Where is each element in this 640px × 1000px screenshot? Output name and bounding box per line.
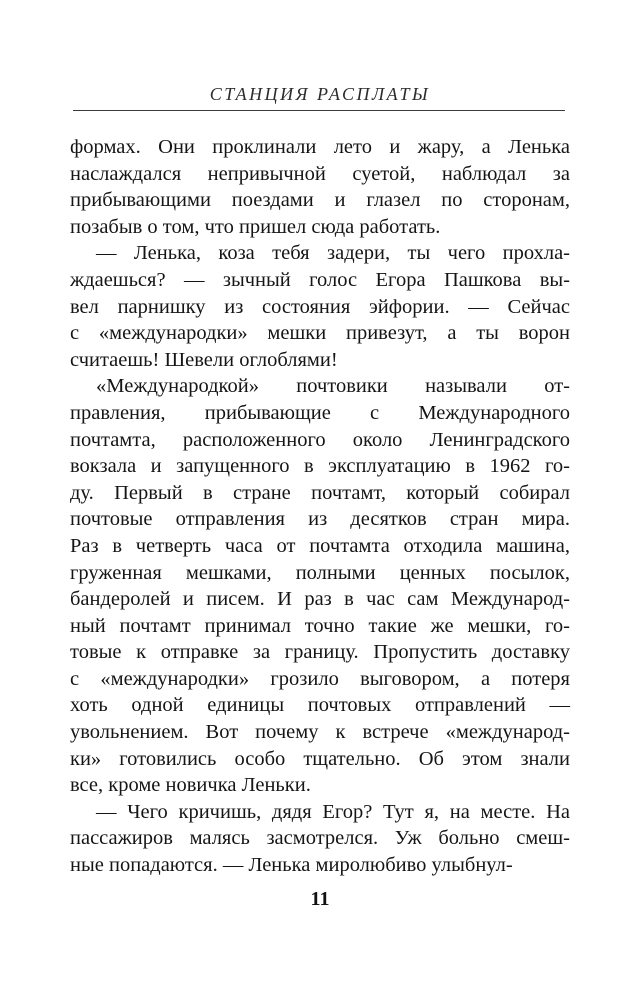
text-line: позабыв о том, что пришел сюда работать.	[70, 215, 441, 238]
text-line: с «международки» мешки привезут, а ты ворон	[70, 322, 570, 345]
text-line: — Ленька, коза тебя задери, ты чего прохла-	[96, 242, 570, 265]
running-header: СТАНЦИЯ РАСПЛАТЫ	[209, 84, 431, 104]
text-line: хоть одной единицы почтовых отправлений —	[70, 694, 570, 717]
text-line: прибывающими поездами и глазел по сторонам,	[70, 189, 570, 212]
paragraph	[70, 373, 570, 799]
text-line: «Международкой» почтовики называли от-	[96, 375, 570, 398]
text-line: увольнением. Вот почему к встрече «международ-	[70, 721, 570, 744]
text-line: бандеролей и писем. И раз в час сам Международ-	[70, 588, 570, 611]
text-line: вокзала и запущенного в эксплуатацию в 1962 го-	[70, 455, 570, 478]
paragraph	[70, 240, 570, 373]
text-line: ный почтамт принимал точно такие же мешки, го-	[70, 614, 570, 637]
text-line: товые к отправке за границу. Пропустить доставку	[70, 641, 570, 664]
paragraph	[70, 134, 570, 240]
text-block	[70, 134, 570, 879]
text-line: правления, прибывающие с Международного	[70, 401, 570, 424]
text-line: пассажиров малясь засмотрелся. Уж больно смеш-	[70, 827, 570, 850]
text-line: ждаешься? — зычный голос Егора Пашкова вы-	[70, 268, 570, 291]
text-line: ду. Первый в стране почтамт, который собирал	[70, 481, 570, 504]
text-line: ные попадаются. — Ленька миролюбиво улыбнул-	[70, 854, 513, 877]
text-line: Раз в четверть часа от почтамта отходила машина,	[70, 534, 570, 557]
text-line: ки» готовились особо тщательно. Об этом знали	[70, 747, 570, 770]
text-line: груженная мешками, полными ценных посылок,	[70, 561, 570, 584]
text-line: считаешь! Шевели оглоблями!	[70, 348, 338, 371]
text-line: формах. Они проклинали лето и жару, а Ленька	[70, 136, 570, 158]
text-line: почтовые отправления из десятков стран мира.	[70, 508, 570, 531]
text-line: все, кроме новичка Леньки.	[70, 774, 311, 797]
text-line: наслаждался непривычной суетой, наблюдал за	[70, 162, 570, 185]
text-line: — Чего кричишь, дядя Егор? Тут я, на месте. На	[96, 800, 570, 823]
paragraph	[70, 799, 570, 879]
text-line: почтамта, расположенного около Ленинградского	[70, 428, 570, 451]
header-rule	[73, 110, 565, 111]
text-line: с «международки» грозило выговором, а потеря	[70, 667, 570, 690]
page-number: 11	[310, 888, 330, 910]
text-line: вел парнишку из состояния эйфории. — Сейчас	[70, 295, 570, 318]
